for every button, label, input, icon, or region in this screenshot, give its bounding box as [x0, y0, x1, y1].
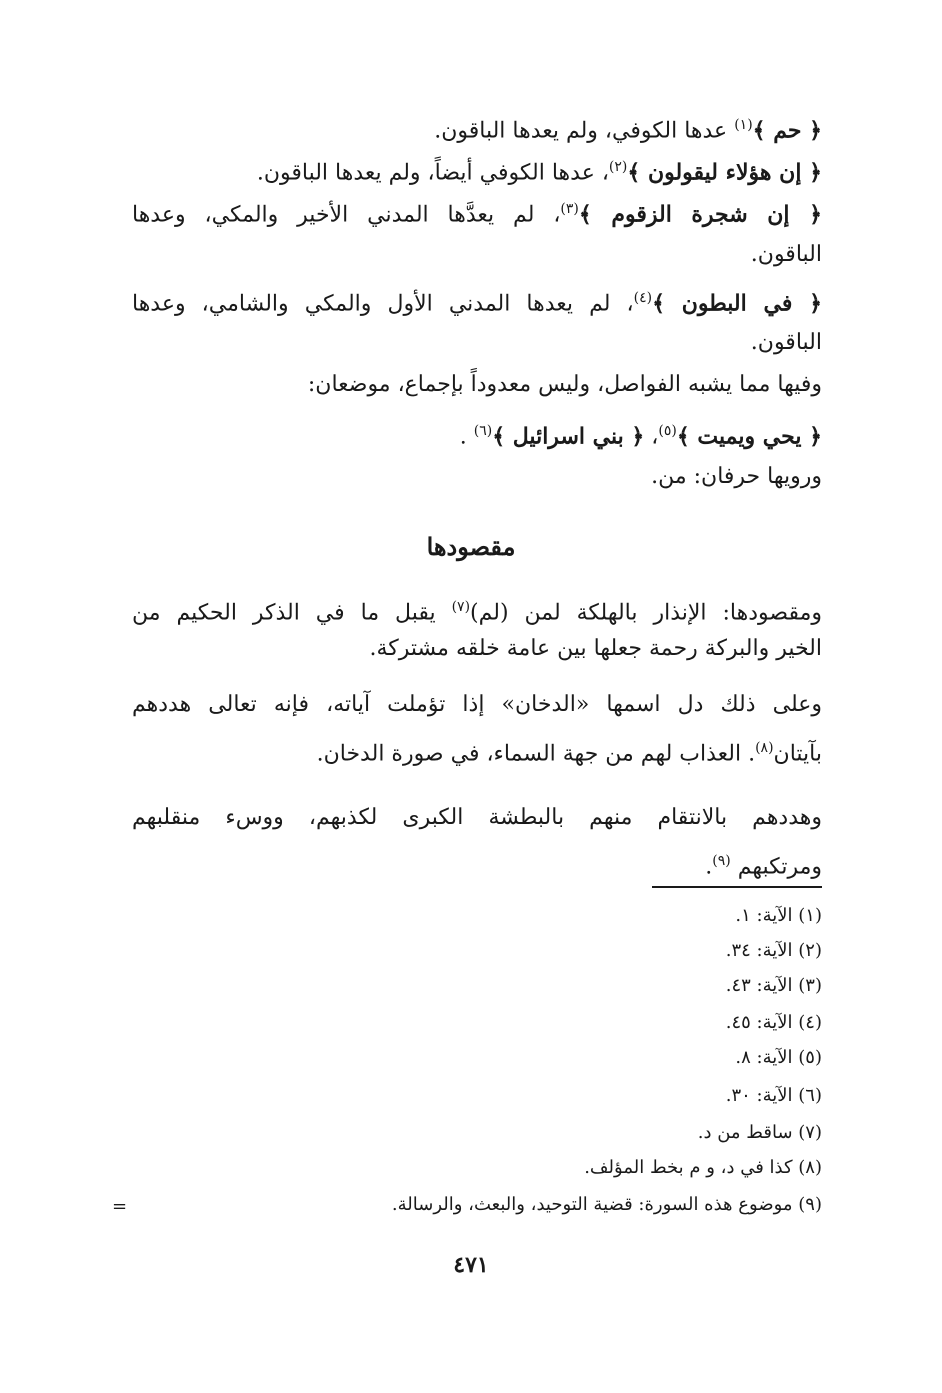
- paragraph-2-line-1: وعلى ذلك دل اسمها «الدخان» إذا تؤملت آياته، فإنه تعالى هددهم: [132, 692, 822, 717]
- body-line-7: وفيها مما يشبه الفواصل، وليس معدوداً بإجماع، موضعان:: [307, 372, 822, 397]
- footnote-9: (٩) موضوع هذه السورة: قضية التوحيد، والبعث، والرسالة.: [391, 1194, 822, 1215]
- paragraph-3-line-2: [132, 846, 822, 882]
- footnote-separator: [652, 886, 822, 888]
- footnote-8: (٨) كذا في د، و م بخط المؤلف.: [584, 1157, 822, 1178]
- footnote-2: (٢) الآية: ٣٤.: [725, 940, 822, 961]
- paragraph-1-line-2: الخير والبركة رحمة جعلها بين عامة خلقه مشتركة.: [369, 636, 822, 661]
- body-text: ومقصودها: الإنذار بالهلكة لمن (لم): [470, 600, 822, 626]
- body-text: .: [459, 424, 474, 450]
- body-line-6: الباقون.: [750, 330, 822, 355]
- footnote-7: (٧) ساقط من د.: [697, 1122, 822, 1143]
- quran-quote: ﴿ حم ﴾: [752, 117, 822, 144]
- body-text: . العذاب لهم من جهة السماء، في صورة الدخان.: [316, 741, 756, 767]
- footnote-ref: (٥): [658, 423, 677, 439]
- body-text: عدها الكوفي، ولم يعدها الباقون.: [434, 118, 735, 144]
- footnote-5: (٥) الآية: ٨.: [735, 1047, 822, 1068]
- body-line-1: [132, 110, 822, 146]
- page-number: ٤٧١: [453, 1252, 489, 1278]
- footnote-4: (٤) الآية: ٤٥.: [725, 1012, 822, 1033]
- footnote-ref: (٤): [633, 290, 653, 306]
- body-text: ، لم يعدَّها المدني الأخير والمكي، وعدها: [132, 202, 561, 228]
- quran-quote: ﴿ يحي ويميت ﴾: [676, 423, 822, 450]
- footnote-ref: (٦): [473, 423, 493, 439]
- paragraph-3-line-1: وهددهم بالانتقام منهم بالبطشة الكبرى لكذبهم، ووسء منقلبهم: [132, 805, 822, 830]
- body-line-5: [132, 283, 822, 319]
- body-text: ، عدها الكوفي أيضاً، ولم يعدها الباقون.: [256, 160, 609, 186]
- continuation-mark: =: [112, 1196, 128, 1217]
- quran-quote: ﴿ إن شجرة الزقوم ﴾: [578, 201, 822, 228]
- body-line-3: [132, 194, 822, 230]
- footnote-ref: (٧): [451, 599, 471, 615]
- body-line-2: [132, 152, 822, 188]
- footnote-6: (٦) الآية: ٣٠.: [725, 1085, 822, 1106]
- footnote-1: (١) الآية: ١.: [735, 905, 822, 926]
- paragraph-1-line-1: [132, 592, 822, 628]
- body-line-9: ورويها حرفان: من.: [651, 464, 822, 489]
- footnote-3: (٣) الآية: ٤٣.: [725, 975, 822, 996]
- section-heading: مقصودها: [426, 532, 516, 561]
- body-line-8: [132, 416, 822, 452]
- footnote-ref: (٨): [755, 740, 774, 756]
- body-line-4: الباقون.: [750, 242, 822, 267]
- body-text: بآيتان: [773, 741, 822, 767]
- quran-quote: ﴿ بني اسرائيل ﴾: [492, 423, 645, 450]
- body-text: ومرتكبهم: [730, 854, 822, 880]
- footnote-ref: (١): [734, 117, 753, 133]
- body-text: ،: [644, 424, 659, 450]
- footnote-ref: (٢): [608, 159, 628, 175]
- quran-quote: ﴿ إن هؤلاء ليقولون ﴾: [627, 159, 822, 186]
- body-text: .: [705, 854, 713, 880]
- footnote-ref: (٣): [560, 201, 579, 217]
- paragraph-2-line-2: [132, 733, 822, 769]
- body-text: ، لم يعدها المدني الأول والمكي والشامي، وعدها: [132, 291, 634, 317]
- footnote-ref: (٩): [712, 853, 731, 869]
- body-text: يقبل ما في الذكر الحكيم من: [132, 600, 452, 626]
- quran-quote: ﴿ في البطون ﴾: [652, 290, 822, 317]
